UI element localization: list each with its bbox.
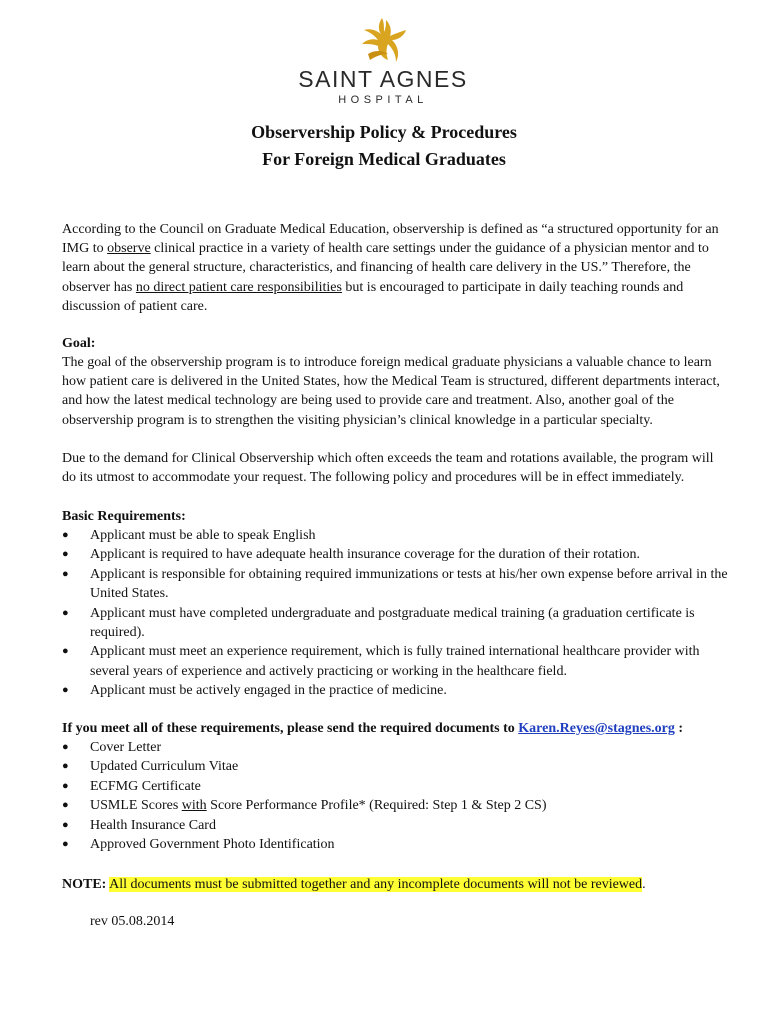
intro-underline-observe: observe — [107, 241, 151, 257]
list-item — [62, 642, 742, 681]
list-item — [62, 816, 742, 835]
list-item-text: Health Insurance Card — [90, 817, 216, 833]
list-item-text: Applicant is required to have adequate health insurance coverage for the duration of their rotation. — [90, 547, 641, 563]
documents-list — [62, 738, 742, 854]
list-item — [62, 545, 742, 564]
goal-heading: Goal: — [62, 336, 96, 351]
logo-wordmark: SAINT AGNES — [298, 66, 468, 92]
goal-paragraph: The goal of the observership program is to introduce foreign medical graduate physicians a valuable chance to learn how patient care is delivered in the United States, how the Medical Team is structured, different departments interact, and how the latest medical technology are being used to provide care and treatment. Also, another goal of the observership program is to strengthen the visiting physician’s clinical knowledge in a particular specialty. — [62, 355, 720, 428]
list-item-text: ECFMG Certificate — [90, 778, 201, 794]
bullet-icon: ● — [62, 529, 69, 541]
note-paragraph — [62, 875, 752, 894]
bullet-icon: ● — [62, 741, 69, 753]
note-label: NOTE: — [62, 877, 107, 892]
list-item-text: Applicant must be actively engaged in the practice of medicine. — [90, 683, 447, 699]
usmle-text-2: Score Performance Profile* (Required: Step 1 & Step 2 CS) — [206, 798, 547, 814]
documents-colon: : — [674, 721, 684, 736]
list-item — [62, 681, 742, 700]
page-subtitle: For Foreign Medical Graduates — [262, 149, 506, 169]
intro-text-3: but is encouraged to participate in daily teaching rounds and discussion of patient care. — [62, 279, 684, 314]
page-title: Observership Policy & Procedures — [251, 122, 517, 142]
intro-paragraph — [62, 220, 722, 316]
note-period: . — [642, 877, 646, 892]
list-item-text: Applicant must meet an experience requirement, which is fully trained international healthcare provider with several years of experience and actively practicing or working in the healthcare field. — [90, 644, 700, 679]
dove-logo-icon — [348, 14, 418, 66]
bullet-icon: ● — [62, 645, 69, 658]
intro-text-1: According to the Council on Graduate Medical Education, observership is defined as “a structured opportunity for an IMG to — [62, 222, 719, 257]
demand-paragraph: Due to the demand for Clinical Observership which often exceeds the team and rotations available, the program will do its utmost to accommodate your request. The following policy and procedures will be in effect immediately. — [62, 451, 714, 486]
email-link[interactable]: Karen.Reyes@stagnes.org — [518, 721, 675, 736]
list-item — [62, 796, 742, 815]
requirements-heading: Basic Requirements: — [62, 509, 186, 524]
requirements-list — [62, 526, 742, 701]
list-item-text: Applicant must be able to speak English — [90, 528, 316, 543]
list-item — [62, 565, 742, 604]
bullet-icon: ● — [62, 760, 69, 773]
list-item-text: Applicant must have completed undergraduate and postgraduate medical training (a graduation certificate is required). — [90, 605, 695, 641]
usmle-underline-with: with — [181, 798, 207, 814]
bullet-icon: ● — [62, 684, 69, 697]
list-item — [62, 777, 742, 796]
note-highlight-text: All documents must be submitted together and any incomplete documents will not be reviewed — [109, 877, 643, 892]
intro-underline-no-direct-care: no direct patient care responsibilities — [135, 279, 342, 295]
intro-text-2: clinical practice in a variety of health care settings under the guidance of a physician mentor and to learn about the general structure, characteristics, and financing of health care delivery in the US.” Therefore, the observer has — [62, 241, 709, 295]
bullet-icon: ● — [62, 818, 69, 831]
bullet-icon: ● — [62, 779, 69, 792]
bullet-icon: ● — [62, 548, 69, 561]
bullet-icon: ● — [62, 606, 69, 619]
bullet-icon: ● — [62, 567, 69, 580]
list-item — [62, 835, 742, 854]
usmle-text-1: USMLE Scores — [90, 798, 182, 814]
list-item — [62, 738, 742, 757]
revision-date: rev 05.08.2014 — [90, 914, 175, 929]
list-item-text: Cover Letter — [90, 740, 162, 755]
documents-intro-text: If you meet all of these requirements, please send the required documents to — [62, 721, 519, 736]
list-item — [62, 604, 742, 643]
logo-subtitle: HOSPITAL — [338, 94, 428, 106]
list-item-text: Approved Government Photo Identification — [90, 837, 335, 853]
list-item-text: Updated Curriculum Vitae — [90, 759, 239, 775]
bullet-icon: ● — [62, 799, 69, 812]
list-item — [62, 757, 742, 776]
hospital-logo — [298, 14, 468, 114]
documents-heading — [62, 719, 752, 738]
bullet-icon: ● — [62, 838, 69, 851]
list-item-text: Applicant is responsible for obtaining required immunizations or tests at his/her own expense before arrival in the United States. — [90, 566, 728, 602]
list-item — [62, 526, 742, 545]
